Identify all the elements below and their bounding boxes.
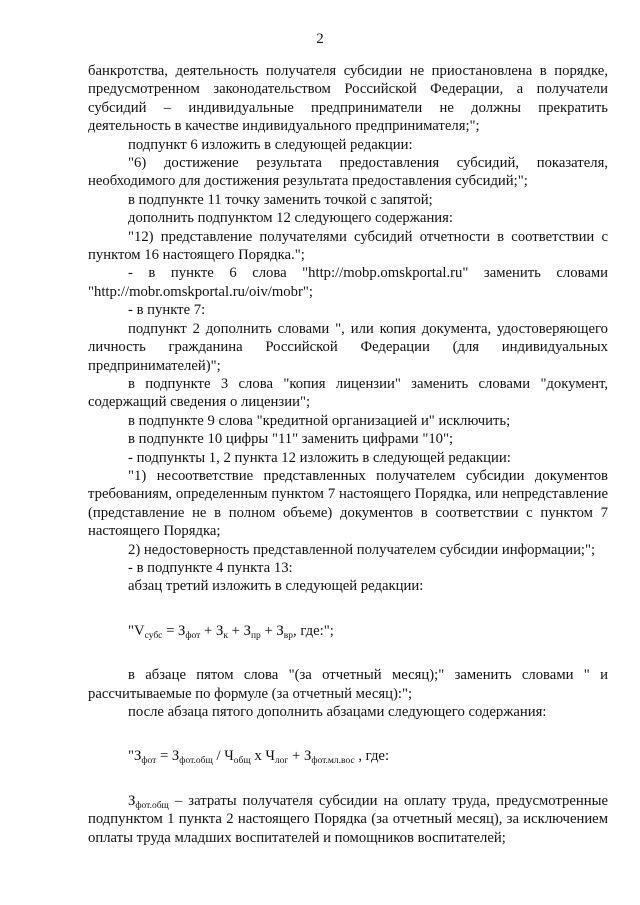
formula-text: "V — [128, 622, 145, 639]
formula-subscript: субс — [144, 630, 163, 641]
paragraph-subpoint-11: в подпункте 11 точку заменить точкой с запятой; — [128, 191, 433, 208]
formula-subscript: вр — [283, 630, 294, 641]
paragraph-subpoint-6-intro: подпункт 6 изложить в следующей редакции: — [128, 136, 413, 153]
formula-text: + З — [288, 748, 312, 765]
formula-subscript: фот — [185, 630, 201, 641]
formula-text: , где:"; — [293, 622, 334, 639]
term-definition: – затраты получателя субсидии на оплату труда, предусмотренные подпунктом 1 пункта 2 настоящего Порядка (за отчетный месяц), за исключением оплаты труда младших воспитателей и помощников воспитателей; — [88, 792, 608, 846]
formula-subscript: фот.общ — [179, 756, 213, 767]
paragraph-point-12-subpoint-1: "1) несоответствие представленных получателем субсидии документов требованиям, определенным пунктом 7 настоящего Порядка, или непредставление (представление не в полном объеме) документов в соответствии с пунктом 7 настоящего Порядка; — [88, 467, 608, 540]
paragraph-bankruptcy-continuation: банкротства, деятельность получателя субсидии не приостановлена в порядке, предусмотренном законодательством Российской Федерации, а получатели субсидий – индивидуальные предприниматели не должны прекратить деятельность в качестве индивидуального предпринимателя;"; — [88, 63, 608, 135]
formula-z-fot — [88, 747, 608, 765]
term-base: З — [128, 792, 136, 809]
paragraph-subpoint-6-text: "6) достижение результата предоставления субсидий, показателя, необходимого для достижения результата предоставления субсидий;"; — [88, 155, 608, 190]
formula-subscript: пр — [250, 630, 261, 641]
paragraph-after-fifth-abzac: после абзаца пятого дополнить абзацами следующего содержания: — [128, 704, 547, 720]
paragraph-point-7-subpoint-9: в подпункте 9 слова "кредитной организацией и" исключить; — [128, 412, 511, 429]
paragraph-fifth-abzac: в абзаце пятом слова "(за отчетный месяц);" заменить словами " и рассчитываемые по формуле (за отчетный месяц):"; — [88, 667, 608, 702]
document-body — [88, 62, 608, 847]
paragraph-subpoint-12-intro: дополнить подпунктом 12 следующего содержания: — [128, 210, 454, 227]
formula-text: , где: — [354, 748, 390, 765]
formula-subscript: к — [223, 630, 228, 641]
paragraph-point-13-intro: - в подпункте 4 пункта 13: — [128, 559, 293, 576]
formula-text: + З — [227, 622, 251, 639]
paragraph-point-7-intro: - в пункте 7: — [128, 302, 206, 319]
paragraph-point-6-url: - в пункте 6 слова "http://mobp.omskportal.ru" заменить словами "http://mobr.omskportal.ru/oiv/mobr"; — [88, 265, 608, 300]
formula-subscript: фот.мл.вос — [311, 756, 355, 767]
paragraph-point-7-subpoint-3: в подпункте 3 слова "копия лицензии" заменить словами "документ, содержащий сведения о лицензии"; — [88, 375, 608, 411]
formula-text: / Ч — [212, 748, 234, 765]
formula-text: х Ч — [250, 748, 275, 765]
formula-subscript: лог — [274, 756, 289, 767]
paragraph-point-7-subpoint-10: в подпункте 10 цифры "11" заменить цифрами "10"; — [128, 431, 454, 448]
paragraph-z-fot-obsh-definition — [88, 792, 608, 847]
formula-text: + З — [200, 622, 224, 639]
formula-subscript: фот — [141, 756, 157, 767]
paragraph-subpoint-12-text: "12) представление получателями субсидий отчетности в соответствии с пунктом 16 настоящего Порядка."; — [88, 228, 608, 264]
formula-text: "З — [128, 748, 142, 765]
paragraph-point-7-subpoint-2: подпункт 2 дополнить словами ", или копия документа, удостоверяющего личность гражданина Российской Федерации (для индивидуальных предпринимателей)"; — [88, 320, 608, 374]
page-number: 2 — [316, 31, 324, 47]
formula-subscript: общ — [233, 756, 251, 767]
term-subscript: фот.общ — [135, 800, 169, 811]
formula-text: + З — [260, 622, 284, 639]
formula-v-subs — [88, 622, 608, 640]
formula-text: = З — [162, 622, 186, 639]
formula-text: = З — [156, 748, 180, 765]
paragraph-point-12-intro: - подпункты 1, 2 пункта 12 изложить в следующей редакции: — [128, 449, 511, 466]
paragraph-point-12-subpoint-2: 2) недостоверность представленной получателем субсидии информации;"; — [128, 541, 596, 558]
paragraph-third-abzac: абзац третий изложить в следующей редакции: — [128, 578, 424, 595]
